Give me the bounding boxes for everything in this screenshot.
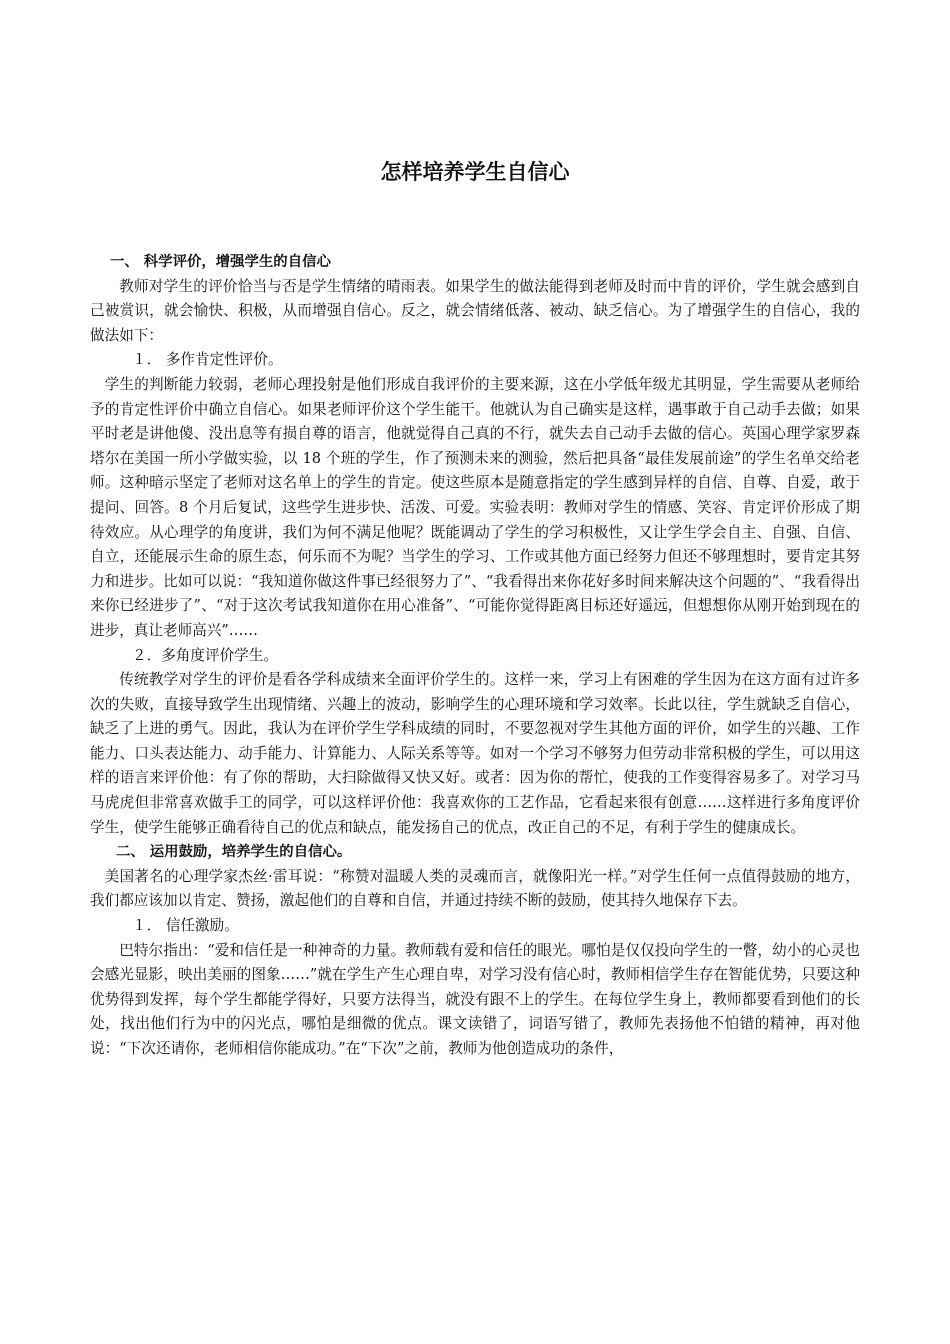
paragraph-intro: 教师对学生的评价恰当与否是学生情绪的晴雨表。如果学生的做法能得到老师及时而中肯的评价，学生就会感到自己被赏识，就会愉快、积极，从而增强自信心。反之，就会情绪低落、被动、缺乏信心。为了增强学生的自信心，我的做法如下： — [90, 277, 860, 344]
subheading-positive-evaluation: １． 多作肯定性评价。 — [132, 351, 283, 369]
paragraph-positive-evaluation: 学生的判断能力较弱，老师心理投射是他们形成自我评价的主要来源，这在小学低年级尤其明显，学生需要从老师给予的肯定性评价中确立自信心。如果老师评价这个学生能干。他就认为自己确实是这样，遇事敢于自己动手去做；如果平时老是讲他傻、没出息等有损自尊的语言，他就觉得自己真的不行，就失去自己动手去做的信心。英国心理学家罗森塔尔在美国一所小学做实验，以 18 个班的学生，作了预测未来的测验，然后把具备“最佳发展前途”的学生名单交给老师。这种暗示坚定了老师对这名单上的学生的肯定。使这些原本是随意指定的学生感到异样的自信、自尊、自爱，敢于提问、回答。8 个月后复试，这些学生进步快、活泼、可爱。实验表明：教师对学生的情感、笑容、肯定评价形成了期待效应。从心理学的角度讲，我们为何不满足他呢？既能调动了学生的学习积极性，又让学生学会自主、自强、自信、自立，还能展示生命的原生态，何乐而不为呢？当学生的学习、工作或其他方面已经努力但还不够理想时，要肯定其努力和进步。比如可以说：“我知道你做这件事已经很努力了”、“我看得出来你花好多时间来解决这个问题的”、“我看得出来你已经进步了”、“对于这次考试我知道你在用心准备”、“可能你觉得距离目标还好遥远，但想想你从刚开始到现在的进步，真让老师高兴”…… — [90, 375, 860, 639]
document-body — [90, 250, 860, 1062]
subheading-multi-angle-evaluation: ２．多角度评价学生。 — [132, 646, 278, 664]
paragraph-multi-angle-evaluation: 传统教学对学生的评价是看各学科成绩来全面评价学生的。这样一来，学习上有困难的学生因为在这方面有过许多次的失败，直接导致学生出现情绪、兴趣上的波动，影响学生的心理环境和学习效率。长此以往，学生就缺乏自信心，缺乏了上进的勇气。因此，我认为在评价学生学科成绩的同时，不要忽视对学生其他方面的评价，如学生的兴趣、工作能力、口头表达能力、动手能力、计算能力、人际关系等等。如对一个学习不够努力但劳动非常积极的学生，可以用这样的语言来评价他：有了你的帮助，大扫除做得又快又好。或者：因为你的帮忙，使我的工作变得容易多了。对学习马马虎虎但非常喜欢做手工的同学，可以这样评价他：我喜欢你的工艺作品，它看起来很有创意……这样进行多角度评价学生，使学生能够正确看待自己的优点和缺点，能发扬自己的优点，改正自己的不足，有利于学生的健康成长。 — [90, 671, 860, 836]
paragraph-encouragement: 美国著名的心理学家杰丝·雷耳说：“称赞对温暖人类的灵魂而言，就像阳光一样。”对学生任何一点值得鼓励的地方，我们都应该加以肯定、赞扬，激起他们的自尊和自信，并通过持续不断的鼓励，使其持久地保存下去。 — [90, 867, 860, 910]
section-heading-2: 二、 运用鼓励，培养学生的自信心。 — [116, 844, 352, 861]
document-title: 怎样培养学生自信心 — [380, 160, 570, 184]
section-heading-1: 一、 科学评价，增强学生的自信心 — [110, 254, 331, 270]
paragraph-trust-encouragement: 巴特尔指出：“爱和信任是一种神奇的力量。教师载有爱和信任的眼光。哪怕是仅仅投向学生的一瞥，幼小的心灵也会感光显影，映出美丽的图象……”就在学生产生心理自卑，对学习没有信心时，教师相信学生存在智能优势，只要这种优势得到发挥，每个学生都能学得好，只要方法得当，就没有跟不上的学生。在每位学生身上，教师都要看到他们的长处，找出他们行为中的闪光点，哪怕是细微的优点。课文读错了，词语写错了，教师先表扬他不怕错的精神，再对他说：“下次还请你，老师相信你能成功。”在“下次”之前，教师为他创造成功的条件， — [90, 941, 860, 1057]
subheading-trust-encouragement: １． 信任激励。 — [132, 917, 239, 935]
